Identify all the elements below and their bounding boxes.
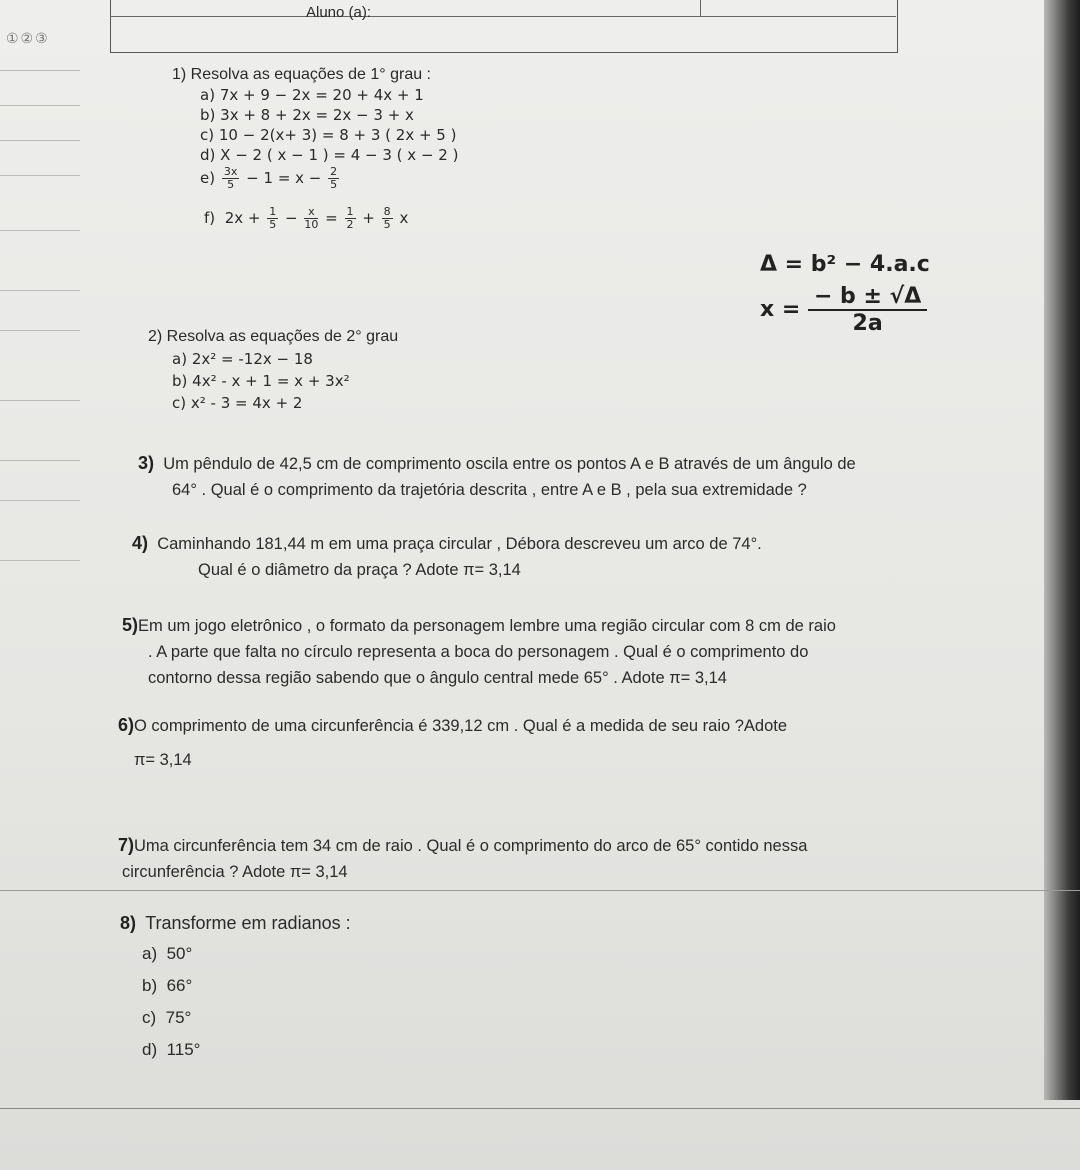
q6-number: 6) (118, 715, 135, 735)
margin-rule (0, 330, 80, 331)
quadratic-formula: x = $\frac{- b \pm √\Delta}{2a}$ (760, 284, 927, 336)
fraction: $\frac{1}{5}$ (269, 205, 277, 231)
q8-number: 8) (120, 913, 137, 933)
q7-number: 7) (118, 835, 135, 855)
fraction: $\frac{2}{5}$ (330, 165, 338, 191)
fraction: $\frac{1}{2}$ (346, 205, 354, 231)
q8-item: d) 115° (142, 1040, 201, 1059)
q1-item: a) 7x + 9 − 2x = 20 + 4x + 1 (200, 86, 424, 104)
q4-number: 4) (132, 533, 149, 553)
q1-title: 1) Resolva as equações de 1° grau : (172, 66, 431, 83)
q5-block: 5)Em um jogo eletrônico , o formato da personagem lembre uma região circular com 8 cm de raio . A parte que falta no círculo representa a boca do personagem . Qual é o comprimento do contorno dessa região sabendo que o ângulo central mede 65° . Adote π= 3,14 (122, 615, 836, 687)
section-divider (0, 890, 1080, 891)
margin-rule (0, 140, 80, 141)
margin-rule (0, 560, 80, 561)
header-divider (110, 16, 896, 17)
fraction: $\frac{3x}{5}$ (223, 165, 238, 191)
q3-block: 3) Um pêndulo de 42,5 cm de comprimento oscila entre os pontos A e B através de um ângulo de 64° . Qual é o comprimento da trajetória descrita , entre A e B , pela sua extremidade ? (138, 453, 856, 499)
margin-rule (0, 230, 80, 231)
margin-rule (0, 105, 80, 106)
q7-block: 7)Uma circunferência tem 34 cm de raio . Qual é o comprimento do arco de 65° contido nessa circunferência ? Adote π= 3,14 (118, 835, 808, 881)
q8-title: 8) Transforme em radianos : (120, 913, 351, 933)
margin-rule (0, 400, 80, 401)
q1-item: e) $\frac{3x}{5}$ − 1 = x − $\frac{2}{5}$ (200, 165, 338, 191)
discriminant-formula: Δ = b² − 4.a.c (760, 252, 930, 277)
q3-number: 3) (138, 453, 155, 473)
student-name-label: Aluno (a): (306, 4, 372, 21)
fraction: $\frac{x}{10}$ (304, 205, 319, 231)
fraction: $\frac{8}{5}$ (383, 205, 391, 231)
q1-item: f) 2x + $\frac{1}{5}$ − $\frac{x}{10}$ = $\frac{1}{2}$ + $\frac{8}{5}$ x (204, 205, 409, 231)
q1-item: b) 3x + 8 + 2x = 2x − 3 + x (200, 106, 414, 124)
q2-item: c) x² - 3 = 4x + 2 (172, 394, 303, 412)
q2-item: a) 2x² = -12x − 18 (172, 350, 313, 368)
student-name-field[interactable] (700, 0, 897, 16)
margin-circles: ①②③ (6, 30, 50, 46)
q8-item: b) 66° (142, 976, 193, 995)
q8-item: c) 75° (142, 1008, 192, 1027)
q8-item: a) 50° (142, 944, 193, 963)
margin-rule (0, 500, 80, 501)
margin-rule (0, 175, 80, 176)
margin-rule (0, 290, 80, 291)
q5-number: 5) (122, 615, 139, 635)
page-bottom-edge (0, 1108, 1080, 1109)
q2-item: b) 4x² - x + 1 = x + 3x² (172, 372, 350, 390)
page-edge-shadow (1044, 0, 1080, 1100)
margin-rule (0, 70, 80, 71)
q1-item: c) 10 − 2(x+ 3) = 8 + 3 ( 2x + 5 ) (200, 126, 457, 144)
q2-title: 2) Resolva as equações de 2° grau (148, 328, 399, 345)
margin-rule (0, 460, 80, 461)
q1-item: d) X − 2 ( x − 1 ) = 4 − 3 ( x − 2 ) (200, 146, 459, 164)
q4-block: 4) Caminhando 181,44 m em uma praça circular , Débora descreveu um arco de 74°. Qual é o diâmetro da praça ? Adote π= 3,14 (132, 533, 762, 579)
q6-block: 6)O comprimento de uma circunferência é 339,12 cm . Qual é a medida de seu raio ?Adote π= 3,14 (118, 715, 788, 769)
